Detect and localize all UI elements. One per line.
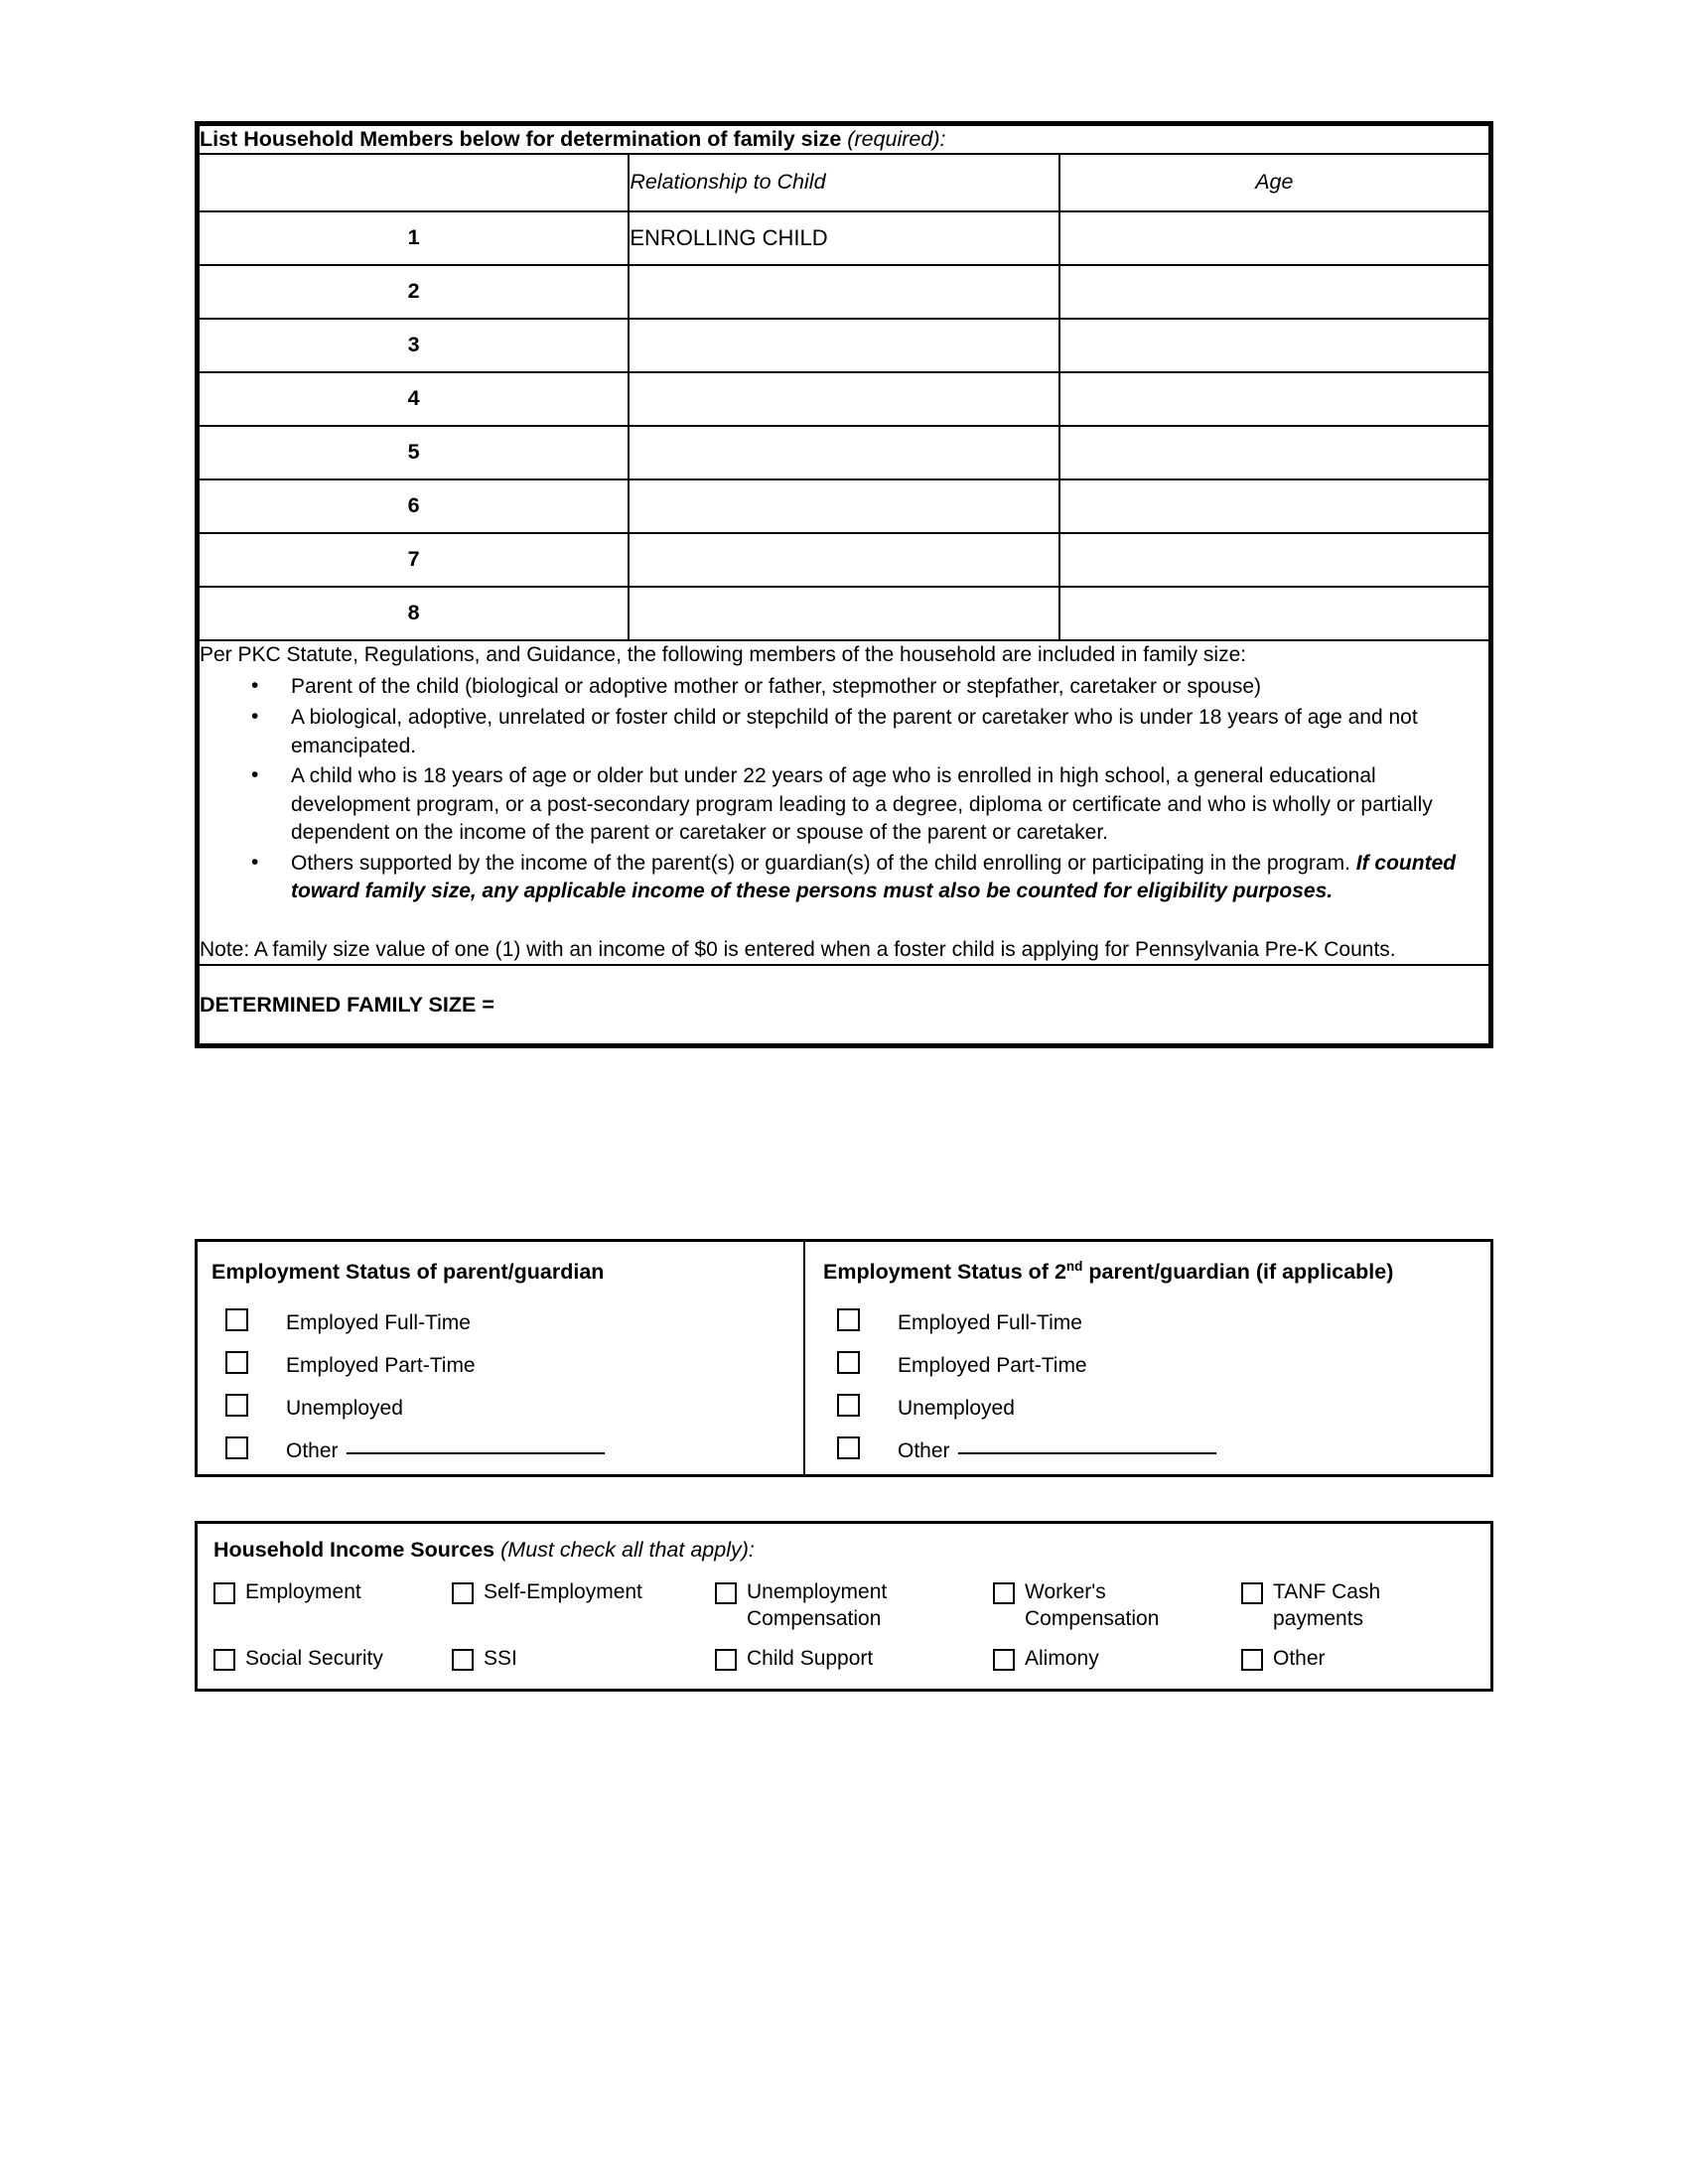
header-number xyxy=(199,154,629,211)
row-age-input[interactable] xyxy=(1059,372,1489,426)
income-option-tanf-cash-payments[interactable] xyxy=(1241,1578,1455,1645)
income-sources-title xyxy=(213,1538,1490,1563)
foster-child-note: Note: A family size value of one (1) with an income of $0 is entered when a foster child is applying for Pennsylvania Pre-K Counts. xyxy=(200,937,1396,961)
option-label: Social Security xyxy=(245,1646,383,1670)
option-label: Employed Full-Time xyxy=(898,1311,1082,1334)
family-size-rules xyxy=(199,640,1489,965)
employment-parent2-option-other[interactable] xyxy=(823,1434,1490,1463)
table-row xyxy=(199,211,1489,265)
row-relationship-input[interactable] xyxy=(629,426,1058,479)
household-income-sources-section xyxy=(195,1521,1493,1692)
employment-parent2-option-full-time[interactable] xyxy=(823,1306,1490,1335)
rule-item: • A biological, adoptive, unrelated or foster child or stepchild of the parent or caretaker who is under 18 years of age and not emancipated. xyxy=(291,704,1488,760)
checkbox-icon[interactable] xyxy=(452,1582,474,1604)
option-label-continued: payments xyxy=(1273,1607,1364,1631)
income-sources-row-2 xyxy=(213,1645,1455,1684)
income-option-self-employment[interactable] xyxy=(452,1578,715,1645)
checkbox-icon[interactable] xyxy=(452,1649,474,1671)
row-relationship-input[interactable] xyxy=(629,533,1058,587)
income-option-employment[interactable] xyxy=(213,1578,452,1645)
checkbox-icon[interactable] xyxy=(993,1582,1015,1604)
income-option-workers-compensation[interactable] xyxy=(993,1578,1241,1645)
row-age-input[interactable] xyxy=(1059,265,1489,319)
checkbox-icon[interactable] xyxy=(993,1649,1015,1671)
row-number: 1 xyxy=(199,211,629,265)
row-number: 3 xyxy=(199,319,629,372)
employment-parent1-title: Employment Status of parent/guardian xyxy=(211,1260,605,1284)
option-label: Other xyxy=(1273,1646,1326,1670)
checkbox-icon[interactable] xyxy=(715,1649,737,1671)
row-relationship-input[interactable] xyxy=(629,265,1058,319)
option-label: Worker's xyxy=(1025,1580,1106,1603)
table-row xyxy=(199,372,1489,426)
checkbox-icon[interactable] xyxy=(837,1308,860,1331)
household-table-title-note: (required): xyxy=(847,127,946,151)
employment-parent2-option-unemployed[interactable] xyxy=(823,1392,1490,1421)
income-option-child-support[interactable] xyxy=(715,1645,993,1684)
option-label: TANF Cash xyxy=(1273,1580,1381,1603)
rule-others-plain: Others supported by the income of the parent(s) or guardian(s) of the child enrolling or participating in the program. xyxy=(291,851,1350,875)
option-label: Other xyxy=(286,1439,339,1462)
rule-item: • Parent of the child (biological or adoptive mother or father, stepmother or stepfather, caretaker or spouse) xyxy=(291,673,1488,702)
employment-parent2-other-input[interactable] xyxy=(958,1452,1216,1454)
determined-family-size-row xyxy=(199,965,1489,1044)
option-label: SSI xyxy=(484,1646,517,1670)
row-age-input[interactable] xyxy=(1059,426,1489,479)
checkbox-icon[interactable] xyxy=(225,1308,248,1331)
income-option-unemployment-compensation[interactable] xyxy=(715,1578,993,1645)
checkbox-icon[interactable] xyxy=(1241,1649,1263,1671)
rules-list xyxy=(200,673,1488,905)
table-row xyxy=(199,265,1489,319)
row-age-input[interactable] xyxy=(1059,533,1489,587)
rule-others-emphasis: If counted toward family size, any applicable income of these persons must also be counted for eligibility purposes. xyxy=(291,851,1457,903)
employment-parent2-title xyxy=(823,1260,1490,1285)
checkbox-icon[interactable] xyxy=(213,1582,235,1604)
income-option-other[interactable] xyxy=(1241,1645,1455,1684)
row-relationship-input[interactable] xyxy=(629,587,1058,640)
determined-family-size xyxy=(199,965,1489,1044)
table-title-row xyxy=(199,125,1489,154)
employment-status-section xyxy=(195,1239,1493,1477)
option-label: Employed Part-Time xyxy=(286,1354,476,1377)
income-sources-title-text: Household Income Sources xyxy=(213,1538,495,1562)
row-relationship-input[interactable] xyxy=(629,479,1058,533)
determined-family-size-label: DETERMINED FAMILY SIZE = xyxy=(200,992,494,1017)
checkbox-icon[interactable] xyxy=(837,1351,860,1374)
rules-intro: Per PKC Statute, Regulations, and Guidance, the following members of the household are included in family size: xyxy=(200,642,1247,666)
table-row xyxy=(199,319,1489,372)
table-row xyxy=(199,479,1489,533)
option-label: Employment xyxy=(245,1580,361,1603)
header-relationship: Relationship to Child xyxy=(629,154,1058,211)
checkbox-icon[interactable] xyxy=(225,1394,248,1417)
rules-row xyxy=(199,640,1489,965)
option-label: Unemployed xyxy=(286,1397,403,1420)
table-row xyxy=(199,587,1489,640)
employment-parent1-option-unemployed[interactable] xyxy=(211,1392,803,1421)
employment-parent2-column xyxy=(803,1242,1490,1474)
employment-parent2-title-ordinal: nd xyxy=(1065,1258,1083,1274)
option-label: Alimony xyxy=(1025,1646,1099,1670)
row-number: 7 xyxy=(199,533,629,587)
employment-parent1-option-full-time[interactable] xyxy=(211,1306,803,1335)
household-table-title xyxy=(199,125,1489,154)
row-number: 8 xyxy=(199,587,629,640)
row-age-input[interactable] xyxy=(1059,479,1489,533)
employment-parent1-column xyxy=(198,1242,803,1474)
rule-item: • A child who is 18 years of age or older but under 22 years of age who is enrolled in high school, a general educational development program, or a post-secondary program leading to a degree, diploma or certificate and who is wholly or partially dependent on the income of the parent or caretaker or spouse of the parent or caretaker. xyxy=(291,762,1488,848)
option-label: Self-Employment xyxy=(484,1580,642,1603)
table-row xyxy=(199,426,1489,479)
income-sources-grid xyxy=(213,1578,1455,1684)
household-table-title-text: List Household Members below for determination of family size xyxy=(200,127,842,151)
header-age: Age xyxy=(1059,154,1489,211)
household-members-section xyxy=(195,121,1493,1048)
checkbox-icon[interactable] xyxy=(225,1351,248,1374)
income-option-social-security[interactable] xyxy=(213,1645,452,1684)
income-option-alimony[interactable] xyxy=(993,1645,1241,1684)
option-label: Other xyxy=(898,1439,950,1462)
row-number: 6 xyxy=(199,479,629,533)
checkbox-icon[interactable] xyxy=(837,1394,860,1417)
option-label: Employed Full-Time xyxy=(286,1311,471,1334)
option-label: Unemployment xyxy=(747,1580,888,1603)
income-option-ssi[interactable] xyxy=(452,1645,715,1684)
row-age-input[interactable] xyxy=(1059,211,1489,265)
option-label: Employed Part-Time xyxy=(898,1354,1087,1377)
checkbox-icon[interactable] xyxy=(1241,1582,1263,1604)
employment-parent1-option-other[interactable] xyxy=(211,1434,803,1463)
option-label-continued: Compensation xyxy=(1025,1607,1160,1631)
row-relationship-input[interactable]: ENROLLING CHILD xyxy=(629,211,1058,265)
employment-parent2-option-part-time[interactable] xyxy=(823,1349,1490,1378)
table-header-row xyxy=(199,154,1489,211)
household-members-table xyxy=(198,124,1490,1045)
option-label-continued: Compensation xyxy=(747,1607,882,1631)
employment-parent2-title-after: parent/guardian (if applicable) xyxy=(1082,1260,1394,1284)
checkbox-icon[interactable] xyxy=(715,1582,737,1604)
checkbox-icon[interactable] xyxy=(225,1436,248,1459)
rule-item-others xyxy=(291,850,1488,906)
row-number: 2 xyxy=(199,265,629,319)
row-age-input[interactable] xyxy=(1059,587,1489,640)
employment-parent2-title-before: Employment Status of 2 xyxy=(823,1260,1066,1284)
row-number: 4 xyxy=(199,372,629,426)
row-relationship-input[interactable] xyxy=(629,372,1058,426)
row-relationship-input[interactable] xyxy=(629,319,1058,372)
employment-parent1-other-input[interactable] xyxy=(347,1452,605,1454)
income-sources-title-note: (Must check all that apply): xyxy=(500,1538,755,1562)
option-label: Unemployed xyxy=(898,1397,1015,1420)
employment-parent1-option-part-time[interactable] xyxy=(211,1349,803,1378)
table-row xyxy=(199,533,1489,587)
row-age-input[interactable] xyxy=(1059,319,1489,372)
option-label: Child Support xyxy=(747,1646,874,1670)
checkbox-icon[interactable] xyxy=(213,1649,235,1671)
income-sources-row-1 xyxy=(213,1578,1455,1645)
row-number: 5 xyxy=(199,426,629,479)
checkbox-icon[interactable] xyxy=(837,1436,860,1459)
